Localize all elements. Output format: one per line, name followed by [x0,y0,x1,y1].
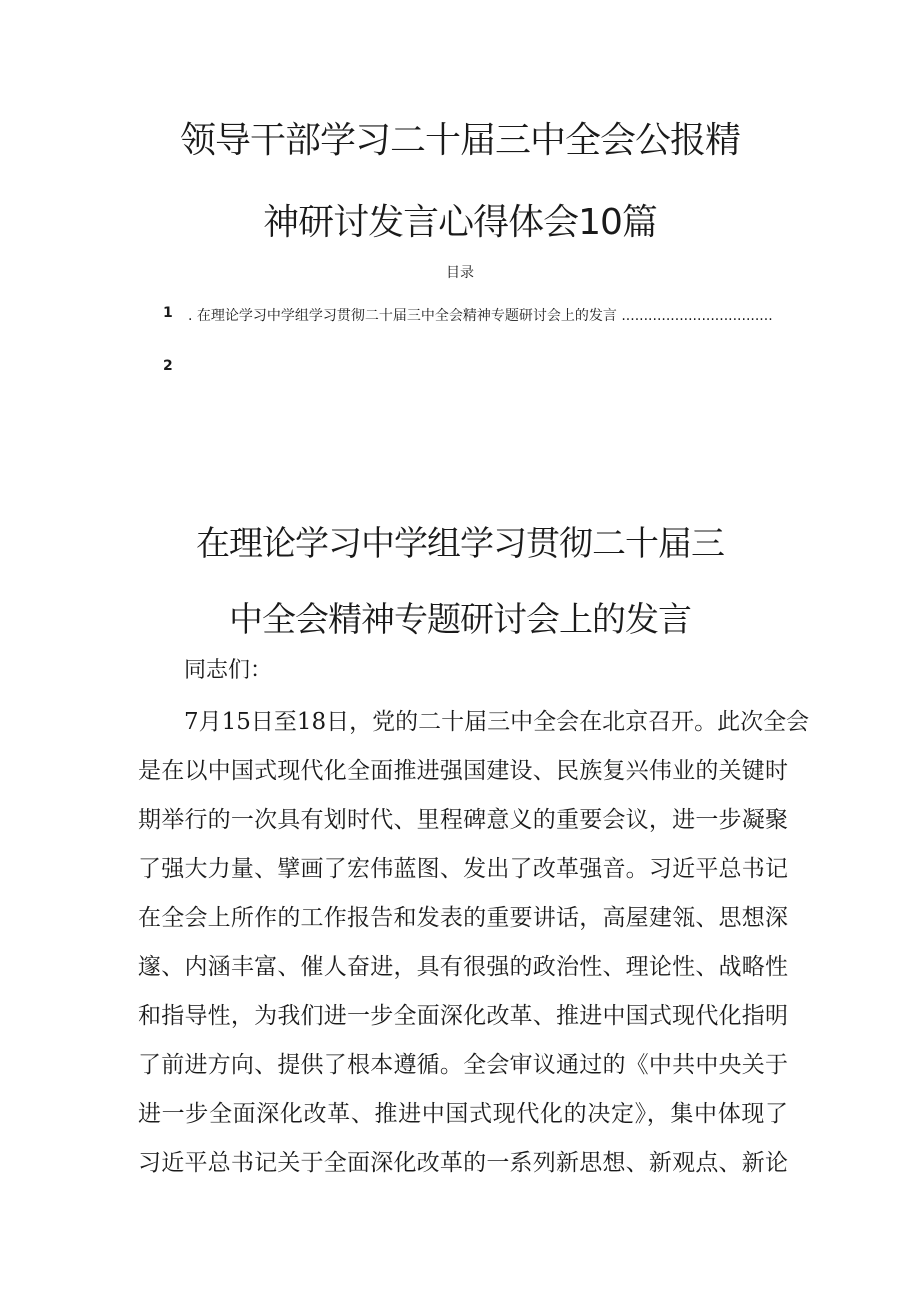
toc-item-1-link[interactable]: . 在理论学习中学组学习贯彻二十届三中全会精神专题研讨会上的发言 .................................. [188,308,773,324]
body-line: 在全会上所作的工作报告和发表的重要讲话，高屋建瓴、思想深 [138,905,788,931]
body-line: 了强大力量、擘画了宏伟蓝图、发出了改革强音。习近平总书记 [138,856,788,882]
section-title-line-2: 中全会精神专题研讨会上的发言 [229,600,691,640]
body-line: 7月15日至18日，党的二十届三中全会在北京召开。此次全会 [184,709,810,735]
toc-item-2-number: 2 [163,358,173,374]
section-title-line-1: 在理论学习中学组学习贯彻二十届三 [196,524,724,564]
body-line: 和指导性，为我们进一步全面深化改革、推进中国式现代化指明 [138,1003,788,1029]
document-title-line-2: 神研讨发言心得体会10篇 [263,202,657,243]
body-line: 了前进方向、提供了根本遵循。全会审议通过的《中共中央关于 [138,1052,788,1078]
toc-heading: 目录 [446,265,474,281]
body-line: 是在以中国式现代化全面推进强国建设、民族复兴伟业的关键时 [138,758,788,784]
toc-item-1-number: 1 [163,305,173,321]
body-line: 进一步全面深化改革、推进中国式现代化的决定》，集中体现了 [138,1101,788,1127]
body-line: 期举行的一次具有划时代、里程碑意义的重要会议，进一步凝聚 [138,807,788,833]
salutation: 同志们： [184,658,273,683]
document-title-line-1: 领导干部学习二十届三中全会公报精 [179,120,740,161]
body-line: 邃、内涵丰富、催人奋进，具有很强的政治性、理论性、战略性 [138,954,788,980]
body-line: 习近平总书记关于全面深化改革的一系列新思想、新观点、新论 [138,1150,788,1176]
